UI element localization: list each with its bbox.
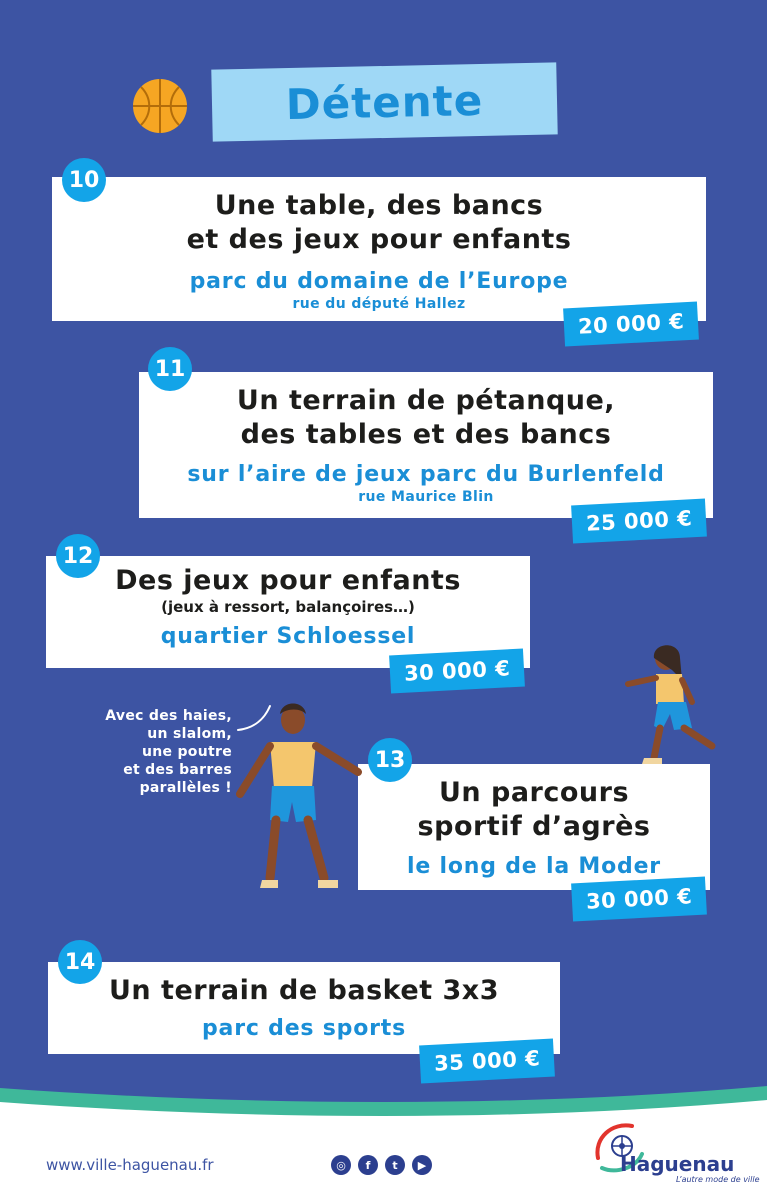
youtube-icon[interactable]: ▶: [412, 1155, 432, 1175]
item-place: parc du domaine de l’Europe: [189, 269, 569, 294]
item-number-badge: 12: [56, 534, 100, 578]
item-heading: [358, 776, 710, 844]
social-links: [331, 1155, 432, 1175]
logo-name: Haguenau: [620, 1152, 735, 1176]
item-card-14: [48, 962, 560, 1054]
item-place: sur l’aire de jeux parc du Burlenfeld: [187, 462, 665, 487]
item-place: quartier Schloessel: [160, 624, 416, 649]
item-price: 30 000 €: [571, 877, 707, 922]
item-number-badge: 11: [148, 347, 192, 391]
item-heading: Des jeux pour enfants: [115, 565, 461, 596]
item-card-13: [358, 764, 710, 890]
item-price: 35 000 €: [419, 1039, 555, 1084]
facebook-icon[interactable]: f: [358, 1155, 378, 1175]
item-heading: Un terrain de basket 3x3: [109, 975, 499, 1006]
item-number-badge: 14: [58, 940, 102, 984]
note-line: Avec des haies,: [105, 708, 232, 724]
heading-line: Une table, des bancs: [214, 190, 544, 221]
twitter-icon[interactable]: t: [385, 1155, 405, 1175]
item-heading: [52, 189, 706, 257]
note-line: une poutre: [141, 744, 232, 760]
speech-note: [62, 707, 232, 797]
instagram-icon[interactable]: ◎: [331, 1155, 351, 1175]
logo-tagline: L’autre mode de ville: [676, 1175, 760, 1184]
girl-running-illustration: [620, 640, 724, 766]
item-place: parc des sports: [202, 1016, 406, 1041]
footer-wave: [0, 1082, 767, 1200]
heading-line: et des jeux pour enfants: [186, 224, 572, 255]
item-price: 30 000 €: [389, 649, 525, 694]
heading-line: Un terrain de pétanque,: [236, 385, 616, 416]
item-street: rue Maurice Blin: [358, 489, 494, 505]
man-exercising-illustration: [226, 698, 366, 894]
heading-line: sportif d’agrès: [417, 811, 651, 842]
item-street: rue du député Hallez: [292, 296, 466, 312]
item-heading: [139, 384, 713, 452]
note-line: parallèles !: [139, 780, 232, 796]
note-line: un slalom,: [147, 726, 232, 742]
note-line: et des barres: [123, 762, 232, 778]
website-link[interactable]: www.ville-haguenau.fr: [46, 1156, 214, 1174]
item-place: le long de la Moder: [407, 854, 661, 879]
item-card-11: [139, 372, 713, 518]
item-price: 20 000 €: [563, 302, 699, 347]
basketball-icon: [132, 78, 188, 134]
item-subheading: (jeux à ressort, balançoires…): [161, 598, 415, 616]
item-price: 25 000 €: [571, 499, 707, 544]
item-card-10: [52, 177, 706, 321]
item-number-badge: 13: [368, 738, 412, 782]
title-banner: [211, 62, 557, 141]
heading-line: Un parcours: [438, 777, 630, 808]
page-title: Détente: [285, 75, 484, 129]
item-number-badge: 10: [62, 158, 106, 202]
heading-line: des tables et des bancs: [240, 419, 612, 450]
